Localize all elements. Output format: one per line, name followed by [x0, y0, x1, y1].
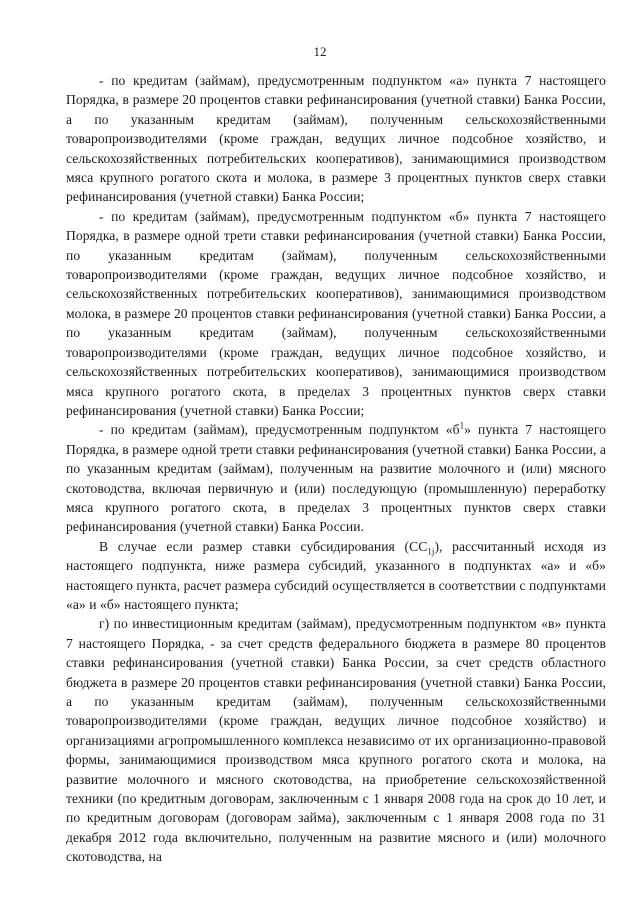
paragraph-subsidy-rate-note	[66, 537, 606, 615]
subscript-index: 1j	[427, 546, 435, 557]
paragraph-subitem-b1	[66, 420, 606, 536]
paragraph-text-end: ), рассчитанный исходя из настоящего подпункта, ниже размера субсидий, указанного в подпунктах «а» и «б» настоящего пункта, расчет размера субсидий осуществляется в соответствии с подпунктами «а» и «б» настоящего пункта;	[66, 538, 606, 612]
body-text	[66, 71, 606, 867]
paragraph-subitem-a: - по кредитам (займам), предусмотренным подпунктом «а» пункта 7 настоящего Порядка, в размере 20 процентов ставки рефинансирования (учетной ставки) Банка России, а по указанным кредитам (займам), полученным сельскохозяйственными товаропроизводителями (кроме граждан, ведущих личное подсобное хозяйство, и сельскохозяйственных потребительских кооперативов), занимающимися производством мяса крупного рогатого скота и молока, в размере 3 процентных пунктов сверх ставки рефинансирования (учетной ставки) Банка России;	[66, 73, 606, 205]
superscript-index: 1	[459, 420, 465, 431]
paragraph-text-start: В случае если размер ставки субсидирования (СС	[99, 538, 428, 554]
page-number: 12	[313, 44, 327, 59]
paragraph-subitem-b: - по кредитам (займам), предусмотренным подпунктом «б» пункта 7 настоящего Порядка, в размере одной трети ставки рефинансирования (учетной ставки) Банка России, по указанным кредитам (займам), полученным сельскохозяйственными товаропроизводителями (кроме граждан, ведущих личное подсобное хозяйство, и сельскохозяйственных потребительских кооперативов), занимающимися производством молока, в размере 20 процентов ставки рефинансирования (учетной ставки) Банка России, а по указанным кредитам (займам), полученным сельскохозяйственными товаропроизводителями (кроме граждан, ведущих личное подсобное хозяйство, и сельскохозяйственных потребительских кооперативов), занимающимися производством мяса крупного рогатого скота, в пределах 3 процентных пунктов сверх ставки рефинансирования (учетной ставки) Банка России;	[66, 208, 606, 418]
paragraph-text-start: - по кредитам (займам), предусмотренным подпунктом «б	[99, 422, 460, 438]
paragraph-text-end: » пункта 7 настоящего Порядка, в размере одной трети ставки рефинансирования (учетной ставки) Банка России, а по указанным кредитам (займам), полученным на развитие молочного и (или) мясного скотоводства, включая первичную и (или) последующую (промышленную) переработку мяса крупного рогатого скота, в пределах 3 процентных пунктов сверх ставки рефинансирования (учетной ставки) Банка России.	[66, 422, 607, 535]
paragraph-subitem-g: г) по инвестиционным кредитам (займам), предусмотренным подпунктом «в» пункта 7 настоящего Порядка, - за счет средств федерального бюджета в размере 80 процентов ставки рефинансирования (учетной ставки) Банка России, за счет средств областного бюджета в размере 20 процентов ставки рефинансирования (учетной ставки) Банка России, а по указанным кредитам (займам), полученным сельскохозяйственными товаропроизводителями (кроме граждан, ведущих личное подсобное хозяйство) и организациями агропромышленного комплекса независимо от их организационно-правовой формы, занимающимися производством мяса крупного рогатого скота и молока, на развитие молочного и мясного скотоводства, на приобретение сельскохозяйственной техники (по кредитным договорам, заключенным с 1 января 2008 года на срок до 10 лет, и по кредитным договорам (договорам займа), заключенным с 1 января 2008 года по 31 декабря 2012 года включительно, полученным на развитие мясного и (или) молочного скотоводства, на	[66, 616, 606, 865]
